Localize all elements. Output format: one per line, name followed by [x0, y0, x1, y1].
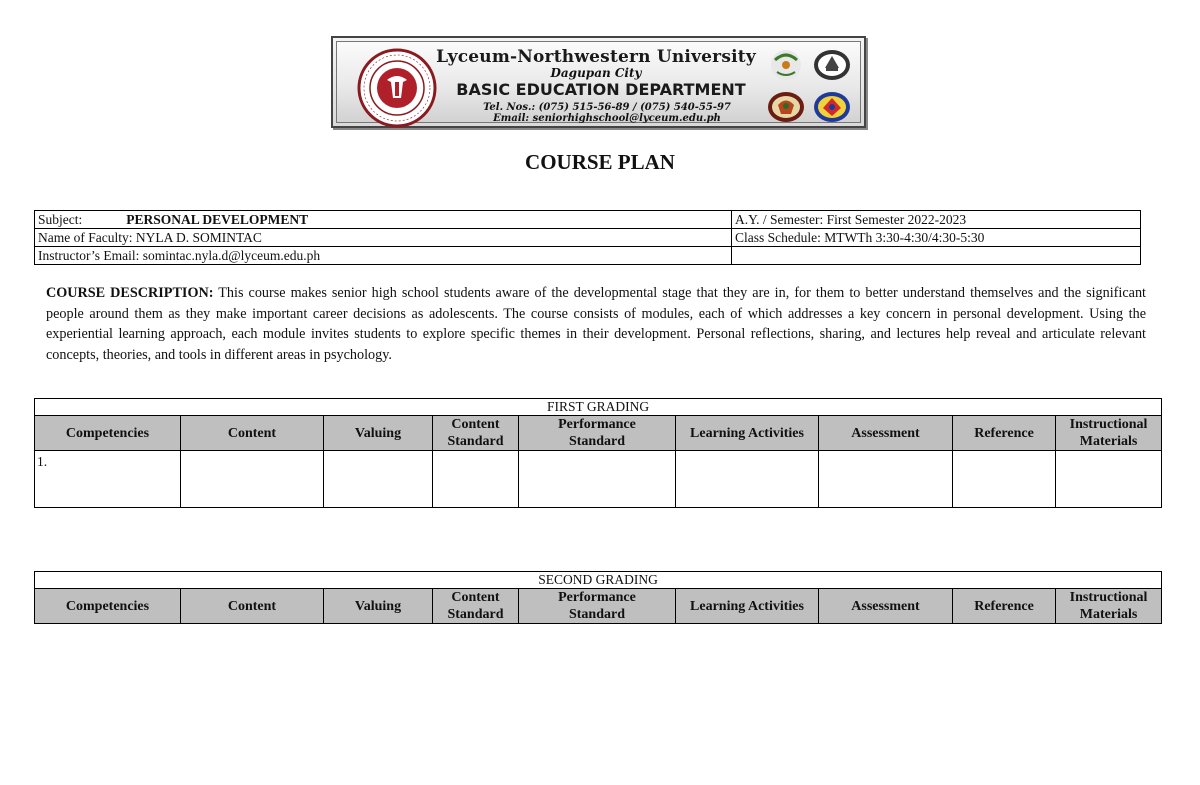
department-name: BASIC EDUCATION DEPARTMENT: [456, 80, 746, 99]
column-header-performance-standard: [519, 416, 676, 451]
college-emblem-icon: [767, 90, 805, 124]
table-cell: [819, 451, 953, 508]
column-header-learning-activities: Learning Activities: [676, 416, 819, 451]
content-standard-line2: Standard: [447, 434, 504, 449]
table-row: [35, 451, 1162, 508]
info-row: [35, 247, 1141, 265]
department-emblem-icon: [813, 90, 851, 124]
second-grading-table: [34, 571, 1162, 624]
subject-cell: [35, 211, 732, 229]
content-standard-line2: Standard: [447, 607, 504, 622]
university-city: Dagupan City: [550, 66, 642, 80]
column-header-content: Content: [181, 416, 324, 451]
column-header-reference: Reference: [953, 416, 1056, 451]
subject-value: PERSONAL DEVELOPMENT: [126, 212, 309, 227]
performance-standard-line1: Performance: [558, 590, 636, 605]
column-header-reference: Reference: [953, 589, 1056, 624]
table-cell: [1056, 451, 1162, 508]
university-seal-icon: [357, 48, 437, 128]
column-header-instructional-materials: [1056, 416, 1162, 451]
creative-montessori-logo-icon: [767, 48, 805, 82]
competency-cell: 1.: [35, 451, 181, 508]
info-row: [35, 229, 1141, 247]
table-cell: [433, 451, 519, 508]
content-standard-line1: Content: [451, 590, 500, 605]
instructional-materials-line2: Materials: [1079, 607, 1138, 622]
column-header-valuing: Valuing: [324, 589, 433, 624]
column-header-competencies: Competencies: [35, 416, 181, 451]
instructional-materials-line2: Materials: [1079, 434, 1138, 449]
department-email: Email: seniorhighschool@lyceum.edu.ph: [493, 113, 721, 124]
course-info-table: [34, 210, 1141, 265]
column-header-learning-activities: Learning Activities: [676, 589, 819, 624]
second-grading-caption: SECOND GRADING: [35, 572, 1162, 589]
column-header-assessment: Assessment: [819, 416, 953, 451]
table-cell: [324, 451, 433, 508]
performance-standard-line2: Standard: [568, 434, 626, 449]
column-header-content-standard: [433, 589, 519, 624]
subject-label: Subject:: [38, 212, 83, 227]
instructional-materials-line1: Instructional: [1069, 590, 1148, 605]
class-schedule-cell: Class Schedule: MTWTh 3:30-4:30/4:30-5:30: [732, 229, 1141, 247]
school-emblem-icon: [813, 48, 851, 82]
column-header-content: Content: [181, 589, 324, 624]
table-header-row: [35, 416, 1162, 451]
column-header-content-standard: [433, 416, 519, 451]
first-grading-table: [34, 398, 1162, 508]
header-banner: [331, 36, 866, 128]
column-header-performance-standard: [519, 589, 676, 624]
course-description-label: COURSE DESCRIPTION:: [46, 285, 214, 301]
table-cell: [181, 451, 324, 508]
page-title: COURSE PLAN: [525, 150, 675, 174]
info-row: [35, 211, 1141, 229]
first-grading-caption: FIRST GRADING: [35, 399, 1162, 416]
table-cell: [519, 451, 676, 508]
faculty-cell: Name of Faculty: NYLA D. SOMINTAC: [35, 229, 732, 247]
telephone-numbers: Tel. Nos.: (075) 515-56-89 / (075) 540-55-97: [483, 102, 731, 113]
column-header-assessment: Assessment: [819, 589, 953, 624]
academic-year-cell: A.Y. / Semester: First Semester 2022-2023: [732, 211, 1141, 229]
university-name: Lyceum-Northwestern University: [436, 47, 756, 67]
table-cell: [953, 451, 1056, 508]
table-header-row: [35, 589, 1162, 624]
course-description-text: This course makes senior high school students aware of the developmental stage that they are in, for them to better understand themselves and the significant people around them as they make important career decisions as adolescents. The course consists of modules, each of which addresses a key concern in personal development. Using the experiential learning approach, each module invites students to explore specific themes in their development. Personal reflections, sharing, and lectures help reveal and articulate relevant concepts, theories, and tools in different areas in psychology.: [46, 285, 1146, 363]
performance-standard-line2: Standard: [568, 607, 626, 622]
column-header-competencies: Competencies: [35, 589, 181, 624]
instructional-materials-line1: Instructional: [1069, 417, 1148, 432]
course-description: [46, 283, 1146, 365]
content-standard-line1: Content: [451, 417, 500, 432]
column-header-valuing: Valuing: [324, 416, 433, 451]
instructor-email-cell: Instructor’s Email: somintac.nyla.d@lyceum.edu.ph: [35, 247, 732, 265]
empty-cell: [732, 247, 1141, 265]
column-header-instructional-materials: [1056, 589, 1162, 624]
performance-standard-line1: Performance: [558, 417, 636, 432]
table-cell: [676, 451, 819, 508]
